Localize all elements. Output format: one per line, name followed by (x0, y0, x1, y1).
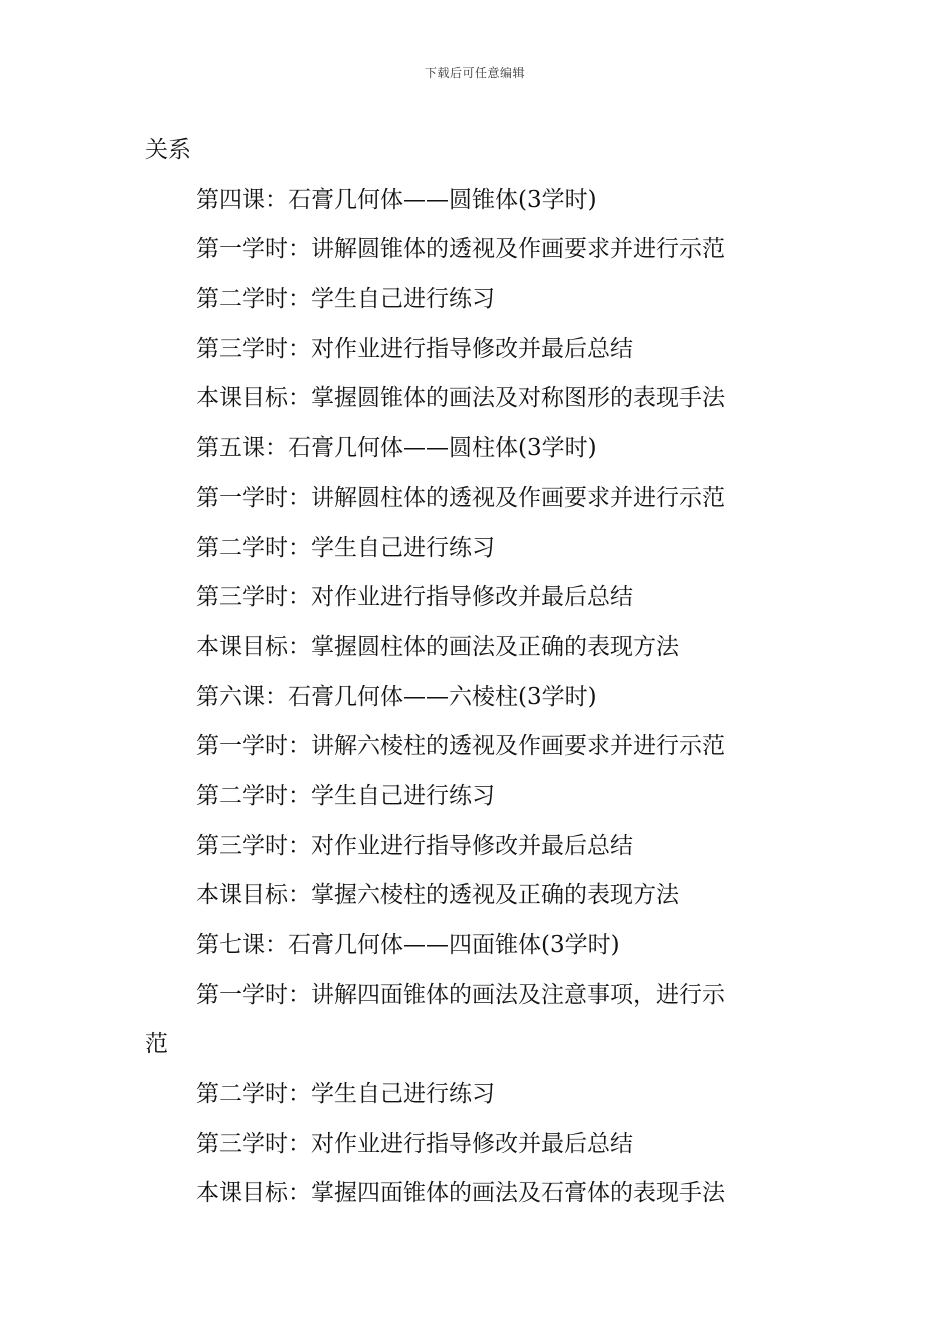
text-line-11: 第六课：石膏几何体——六棱柱(3学时) (196, 683, 597, 710)
text-line-20: 第三学时：对作业进行指导修改并最后总结 (196, 1130, 633, 1157)
text-line-17: 第一学时：讲解四面锥体的画法及注意事项，进行示 (196, 981, 725, 1008)
text-line-3: 第二学时：学生自己进行练习 (196, 286, 495, 313)
text-line-12: 第一学时：讲解六棱柱的透视及作画要求并进行示范 (196, 733, 725, 760)
text-line-5: 本课目标：掌握圆锥体的画法及对称图形的表现手法 (196, 385, 725, 412)
text-line-21: 本课目标：掌握四面锥体的画法及石膏体的表现手法 (196, 1180, 725, 1207)
text-line-0: 关系 (145, 137, 191, 163)
text-line-10: 本课目标：掌握圆柱体的画法及正确的表现方法 (196, 633, 679, 660)
text-line-8: 第二学时：学生自己进行练习 (196, 534, 495, 561)
text-line-7: 第一学时：讲解圆柱体的透视及作画要求并进行示范 (196, 484, 725, 511)
text-line-6: 第五课：石膏几何体——圆柱体(3学时) (196, 435, 597, 462)
text-line-9: 第三学时：对作业进行指导修改并最后总结 (196, 584, 633, 611)
text-line-18: 范 (145, 1031, 168, 1058)
text-line-16: 第七课：石膏几何体——四面锥体(3学时) (196, 932, 620, 958)
page-header: 下载后可任意编辑 (424, 66, 525, 80)
document-body (145, 126, 815, 1219)
text-line-4: 第三学时：对作业进行指导修改并最后总结 (196, 335, 633, 362)
text-line-1: 第四课：石膏几何体——圆锥体(3学时) (196, 186, 597, 213)
text-line-19: 第二学时：学生自己进行练习 (196, 1081, 495, 1108)
text-line-15: 本课目标：掌握六棱柱的透视及正确的表现方法 (196, 882, 679, 909)
text-line-14: 第三学时：对作业进行指导修改并最后总结 (196, 832, 633, 859)
text-line-13: 第二学时：学生自己进行练习 (196, 782, 495, 809)
text-line-2: 第一学时：讲解圆锥体的透视及作画要求并进行示范 (196, 236, 725, 263)
